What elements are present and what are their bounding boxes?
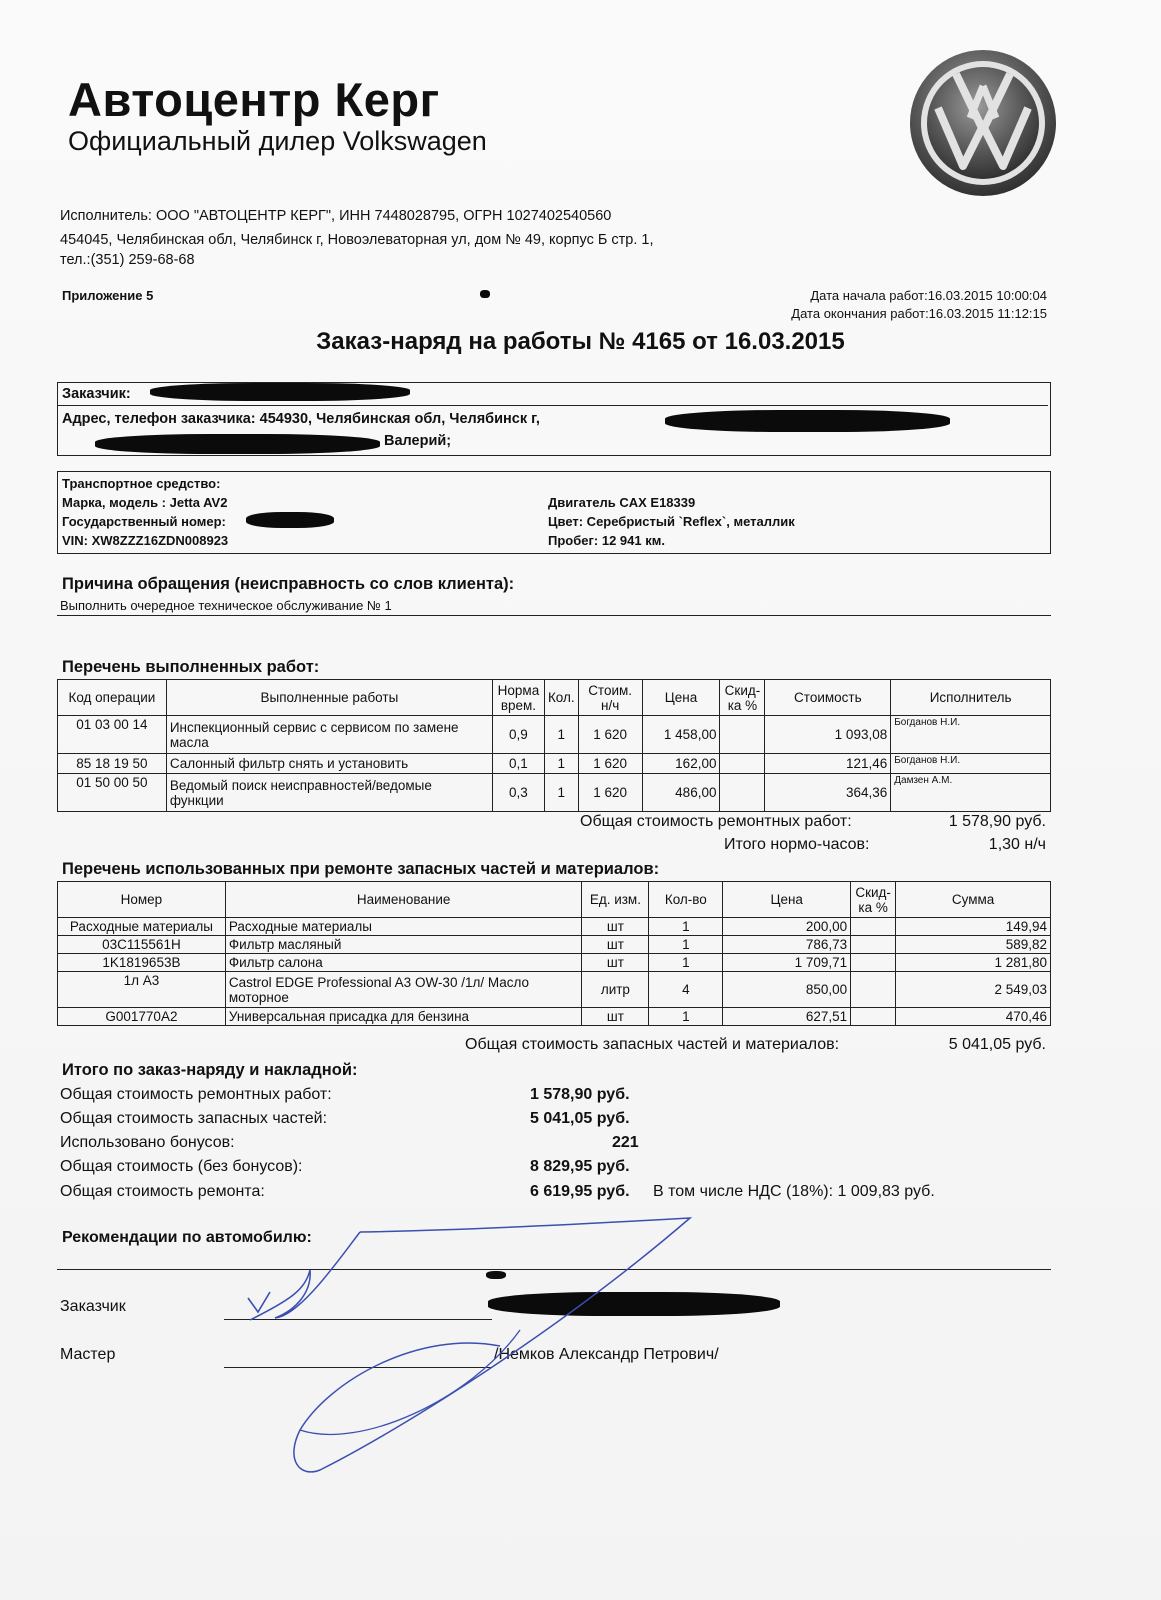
part-unit: шт: [582, 918, 649, 936]
parts-heading: Перечень использованных при ремонте запасных частей и материалов:: [62, 860, 660, 878]
parts-col-name: Наименование: [225, 882, 582, 918]
summary-label: Общая стоимость (без бонусов):: [60, 1158, 303, 1175]
works-total-value: 1 578,90 руб.: [948, 813, 1046, 830]
parts-col-sum: Сумма: [896, 882, 1051, 918]
works-col-name: Выполненные работы: [166, 680, 492, 716]
reason-text: Выполнить очередное техническое обслуживание № 1: [57, 598, 1051, 616]
part-discount: [851, 972, 896, 1008]
part-number: 1л А3: [58, 972, 226, 1008]
work-discount: [720, 774, 765, 812]
vehicle-color: Цвет: Серебристый `Reflex`, металлик: [548, 514, 795, 529]
customer-address: Адрес, телефон заказчика: 454930, Челябинская обл, Челябинск г,: [62, 411, 540, 427]
date-end: Дата окончания работ:16.03.2015 11:12:15: [791, 306, 1047, 321]
part-qty: 1: [649, 918, 723, 936]
vehicle-engine: Двигатель CAX E18339: [548, 495, 696, 510]
table-row: [58, 1008, 1051, 1026]
table-row: [58, 918, 1051, 936]
redaction: [488, 1292, 780, 1316]
works-hours-label: Итого нормо-часов:: [724, 836, 870, 853]
summary-value: 1 578,90 руб.: [530, 1086, 630, 1103]
summary-value: 8 829,95 руб.: [530, 1158, 630, 1175]
part-discount: [851, 918, 896, 936]
part-unit: шт: [582, 954, 649, 972]
part-name: Castrol EDGE Professional A3 OW-30 /1л/ Масло моторное: [225, 972, 582, 1008]
work-rate: 1 620: [578, 754, 642, 774]
brand-name: Автоцентр Керг: [68, 73, 440, 126]
master-name: /Немков Александр Петрович/: [494, 1346, 719, 1363]
table-row: [58, 936, 1051, 954]
vw-logo: [908, 48, 1058, 198]
master-signature-line: [224, 1366, 492, 1368]
part-name: Фильтр масляный: [225, 936, 582, 954]
summary-value: 5 041,05 руб.: [530, 1110, 630, 1127]
part-discount: [851, 936, 896, 954]
part-number: 1K1819653B: [58, 954, 226, 972]
parts-col-unit: Ед. изм.: [582, 882, 649, 918]
part-price: 1 709,71: [723, 954, 851, 972]
table-row: [58, 754, 1051, 774]
works-heading: Перечень выполненных работ:: [62, 658, 320, 676]
part-price: 786,73: [723, 936, 851, 954]
works-total-label: Общая стоимость ремонтных работ:: [580, 813, 852, 830]
work-price: 486,00: [642, 774, 720, 812]
summary-heading: Итого по заказ-наряду и накладной:: [62, 1061, 358, 1079]
work-norm: 0,1: [492, 754, 544, 774]
redaction: [95, 434, 380, 454]
works-col-price: Цена: [642, 680, 720, 716]
work-qty: 1: [544, 716, 578, 754]
work-norm: 0,3: [492, 774, 544, 812]
table-row: [58, 972, 1051, 1008]
part-unit: шт: [582, 936, 649, 954]
parts-table: [57, 881, 1051, 1026]
work-code: 01 03 00 14: [58, 716, 167, 754]
vehicle-model: Марка, модель : Jetta AV2: [62, 495, 228, 510]
part-name: Расходные материалы: [225, 918, 582, 936]
work-qty: 1: [544, 774, 578, 812]
part-unit: литр: [582, 972, 649, 1008]
work-code: 85 18 19 50: [58, 754, 167, 774]
work-price: 1 458,00: [642, 716, 720, 754]
works-col-qty: Кол.: [544, 680, 578, 716]
parts-col-discount: Скид-ка %: [851, 882, 896, 918]
work-price: 162,00: [642, 754, 720, 774]
vehicle-box: [57, 471, 1051, 554]
appendix-label: Приложение 5: [62, 288, 154, 303]
work-executor: Богданов Н.И.: [891, 754, 1051, 774]
work-rate: 1 620: [578, 716, 642, 754]
vehicle-heading: Транспортное средство:: [62, 476, 221, 491]
works-col-discount: Скид-ка %: [720, 680, 765, 716]
work-executor: Дамзен А.М.: [891, 774, 1051, 812]
customer-signature-line: [224, 1318, 492, 1320]
works-hours-value: 1,30 н/ч: [988, 836, 1046, 853]
works-col-code: Код операции: [58, 680, 167, 716]
redaction: [150, 383, 410, 401]
redaction: [246, 512, 334, 528]
summary-vat: В том числе НДС (18%): 1 009,83 руб.: [653, 1183, 935, 1200]
summary-value: 6 619,95 руб.: [530, 1183, 630, 1200]
work-executor: Богданов Н.И.: [891, 716, 1051, 754]
work-cost: 1 093,08: [765, 716, 891, 754]
work-name: Салонный фильтр снять и установить: [166, 754, 492, 774]
executor-line-2: 454045, Челябинская обл, Челябинск г, Новоэлеваторная ул, дом № 49, корпус Б стр. 1,: [60, 232, 654, 248]
part-qty: 1: [649, 1008, 723, 1026]
vehicle-vin: VIN: XW8ZZZ16ZDN008923: [62, 533, 229, 548]
works-col-norm: Норма врем.: [492, 680, 544, 716]
summary-label: Использовано бонусов:: [60, 1134, 235, 1151]
part-sum: 470,46: [896, 1008, 1051, 1026]
work-name: Ведомый поиск неисправностей/ведомые функции: [166, 774, 492, 812]
customer-address-tail: Валерий;: [384, 433, 452, 449]
vehicle-mileage: Пробег: 12 941 км.: [548, 533, 665, 548]
vehicle-plate: Государственный номер:: [62, 514, 226, 529]
brand-subtitle: Официальный дилер Volkswagen: [68, 126, 487, 156]
customer-signature-label: Заказчик: [60, 1298, 126, 1315]
part-discount: [851, 954, 896, 972]
part-qty: 1: [649, 954, 723, 972]
parts-total-value: 5 041,05 руб.: [948, 1036, 1046, 1053]
parts-col-qty: Кол-во: [649, 882, 723, 918]
works-col-cost: Стоимость: [765, 680, 891, 716]
work-qty: 1: [544, 754, 578, 774]
master-signature-label: Мастер: [60, 1346, 116, 1363]
table-row: [58, 716, 1051, 754]
work-code: 01 50 00 50: [58, 774, 167, 812]
summary-label: Общая стоимость ремонтных работ:: [60, 1086, 332, 1103]
part-qty: 1: [649, 936, 723, 954]
works-col-rate: Стоим. н/ч: [578, 680, 642, 716]
work-discount: [720, 716, 765, 754]
redaction: [486, 1271, 506, 1279]
part-name: Универсальная присадка для бензина: [225, 1008, 582, 1026]
part-unit: шт: [582, 1008, 649, 1026]
redaction: [480, 290, 490, 298]
works-table: [57, 679, 1051, 812]
date-start: Дата начала работ:16.03.2015 10:00:04: [810, 288, 1047, 303]
part-sum: 1 281,80: [896, 954, 1051, 972]
part-sum: 2 549,03: [896, 972, 1051, 1008]
summary-label: Общая стоимость запасных частей:: [60, 1110, 328, 1127]
table-row: [58, 774, 1051, 812]
recommendations-label: Рекомендации по автомобилю:: [62, 1229, 312, 1246]
recommendations-line: [57, 1268, 1051, 1270]
part-number: G001770A2: [58, 1008, 226, 1026]
parts-col-number: Номер: [58, 882, 226, 918]
works-col-executor: Исполнитель: [891, 680, 1051, 716]
page-title: Заказ-наряд на работы № 4165 от 16.03.2015: [316, 328, 845, 355]
work-rate: 1 620: [578, 774, 642, 812]
work-discount: [720, 754, 765, 774]
table-row: [58, 954, 1051, 972]
work-cost: 121,46: [765, 754, 891, 774]
part-price: 200,00: [723, 918, 851, 936]
part-sum: 149,94: [896, 918, 1051, 936]
part-price: 627,51: [723, 1008, 851, 1026]
parts-total-label: Общая стоимость запасных частей и материалов:: [465, 1036, 840, 1053]
executor-line-1: Исполнитель: ООО "АВТОЦЕНТР КЕРГ", ИНН 7448028795, ОГРН 1027402540560: [60, 208, 612, 224]
work-norm: 0,9: [492, 716, 544, 754]
redaction: [665, 410, 950, 432]
parts-col-price: Цена: [723, 882, 851, 918]
customer-label: Заказчик:: [58, 383, 1048, 406]
work-name: Инспекционный сервис с сервисом по замене масла: [166, 716, 492, 754]
part-number: 03C115561H: [58, 936, 226, 954]
part-price: 850,00: [723, 972, 851, 1008]
executor-line-3: тел.:(351) 259-68-68: [60, 252, 195, 268]
part-name: Фильтр салона: [225, 954, 582, 972]
work-cost: 364,36: [765, 774, 891, 812]
part-number: Расходные материалы: [58, 918, 226, 936]
part-discount: [851, 1008, 896, 1026]
part-qty: 4: [649, 972, 723, 1008]
summary-label: Общая стоимость ремонта:: [60, 1183, 265, 1200]
part-sum: 589,82: [896, 936, 1051, 954]
reason-heading: Причина обращения (неисправность со слов клиента):: [62, 575, 515, 593]
summary-value: 221: [612, 1134, 639, 1151]
